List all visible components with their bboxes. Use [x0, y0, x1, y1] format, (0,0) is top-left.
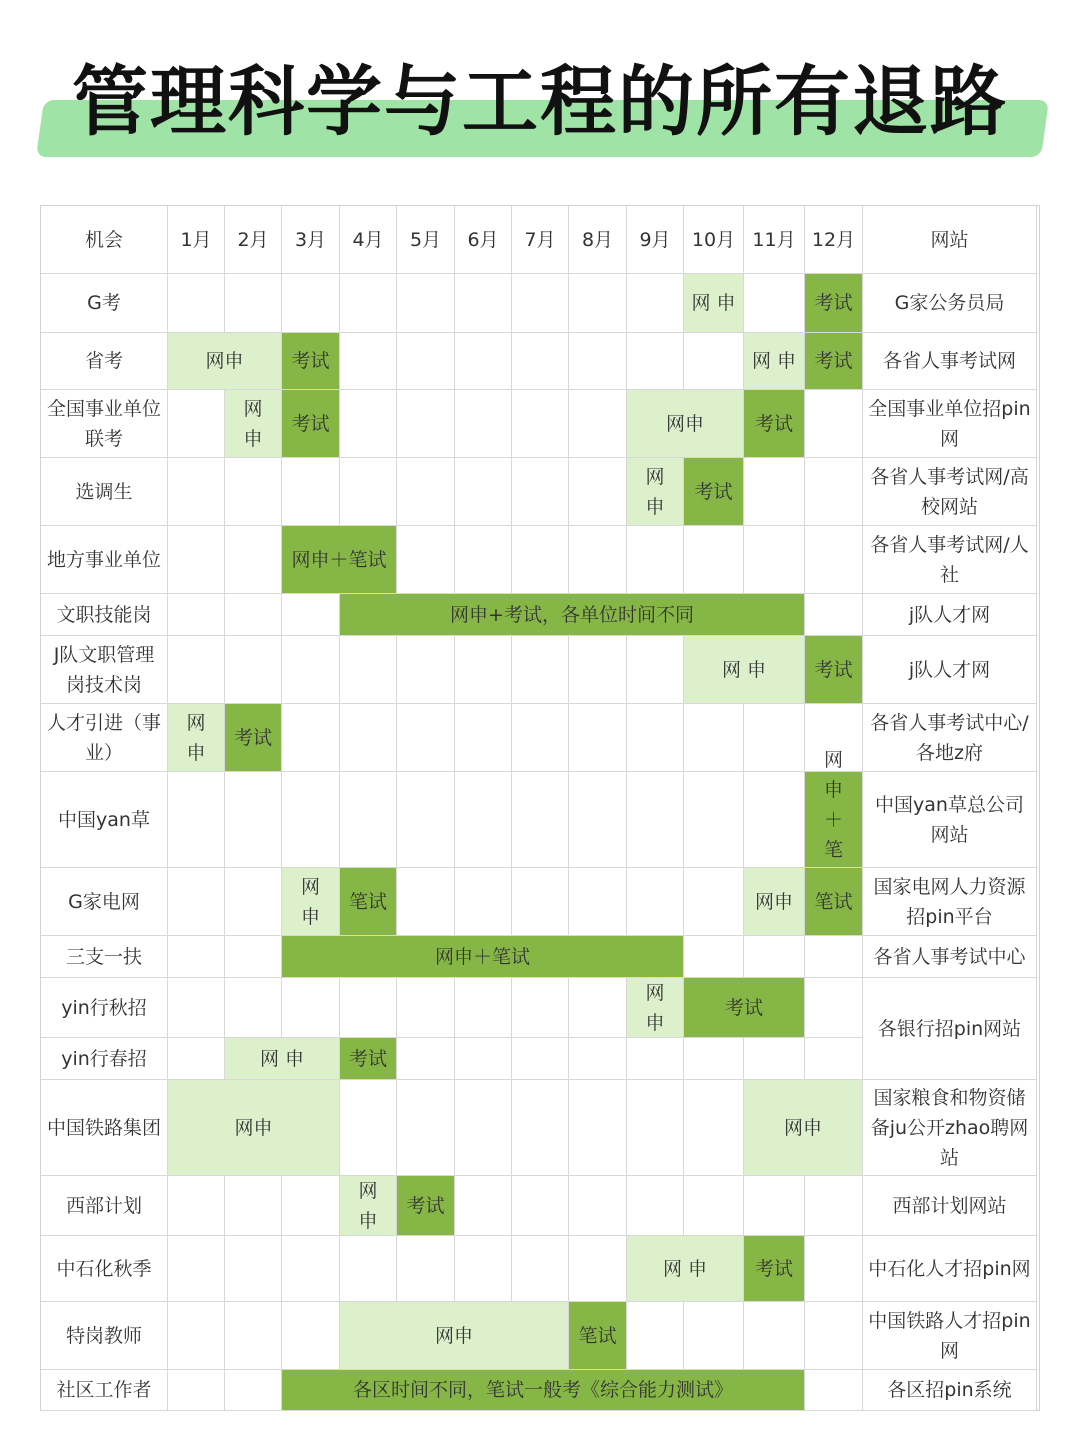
apply-span: 网申	[168, 704, 225, 772]
row-website: j队人才网	[863, 636, 1037, 704]
empty-cell	[569, 1176, 627, 1236]
empty-cell	[569, 978, 627, 1038]
empty-cell	[455, 1038, 512, 1080]
exam-span: 考试	[282, 333, 340, 390]
empty-cell	[225, 936, 282, 978]
empty-cell	[512, 333, 569, 390]
header-month: 5月	[397, 206, 455, 274]
empty-cell	[805, 458, 863, 526]
empty-cell	[569, 772, 627, 868]
empty-cell	[744, 1302, 805, 1370]
empty-cell	[744, 1176, 805, 1236]
empty-cell	[455, 333, 512, 390]
empty-cell	[340, 1236, 397, 1302]
empty-cell	[397, 274, 455, 333]
row-name: 中石化秋季	[41, 1236, 168, 1302]
header-website: 网站	[863, 206, 1037, 274]
empty-cell	[569, 704, 627, 772]
empty-cell	[168, 1038, 225, 1080]
empty-cell	[569, 390, 627, 458]
row-name: 社区工作者	[41, 1370, 168, 1411]
empty-cell	[168, 1176, 225, 1236]
empty-cell	[512, 636, 569, 704]
page-title: 管理科学与工程的所有退路	[72, 57, 1008, 146]
exam-span: 笔试	[569, 1302, 627, 1370]
empty-cell	[168, 978, 225, 1038]
row-website: 各省人事考试中心/各地z府	[863, 704, 1037, 772]
empty-cell	[168, 458, 225, 526]
exam-span: 网申＋笔	[805, 772, 863, 868]
empty-cell	[282, 636, 340, 704]
empty-cell	[512, 274, 569, 333]
row-website: G家公务员局	[863, 274, 1037, 333]
header-month: 6月	[455, 206, 512, 274]
empty-cell	[340, 772, 397, 868]
row-name: 人才引进（事业）	[41, 704, 168, 772]
empty-cell	[168, 390, 225, 458]
row-name: yin行春招	[41, 1038, 168, 1080]
header-month: 10月	[684, 206, 744, 274]
empty-cell	[569, 1080, 627, 1176]
empty-cell	[744, 772, 805, 868]
empty-cell	[397, 978, 455, 1038]
empty-cell	[627, 333, 684, 390]
empty-cell	[569, 868, 627, 936]
empty-cell	[282, 704, 340, 772]
exam-span: 考试	[805, 333, 863, 390]
header-month: 8月	[569, 206, 627, 274]
empty-cell	[512, 978, 569, 1038]
row-name: 西部计划	[41, 1176, 168, 1236]
empty-cell	[569, 1236, 627, 1302]
empty-cell	[627, 868, 684, 936]
empty-cell	[397, 333, 455, 390]
empty-cell	[225, 458, 282, 526]
exam-span: 网申+考试，各单位时间不同	[340, 594, 805, 636]
empty-cell	[455, 772, 512, 868]
row-name: 中国铁路集团	[41, 1080, 168, 1176]
empty-cell	[225, 594, 282, 636]
empty-cell	[512, 458, 569, 526]
empty-cell	[512, 390, 569, 458]
header-month: 7月	[512, 206, 569, 274]
empty-cell	[282, 1176, 340, 1236]
apply-span: 网申	[627, 458, 684, 526]
empty-cell	[455, 1236, 512, 1302]
empty-cell	[225, 636, 282, 704]
empty-cell	[512, 526, 569, 594]
empty-cell	[455, 978, 512, 1038]
empty-cell	[225, 1302, 282, 1370]
exam-span: 各区时间不同，笔试一般考《综合能力测试》	[282, 1370, 805, 1411]
empty-cell	[805, 526, 863, 594]
empty-cell	[627, 636, 684, 704]
apply-span: 网申	[627, 390, 744, 458]
empty-cell	[569, 526, 627, 594]
empty-cell	[805, 936, 863, 978]
empty-cell	[684, 1038, 744, 1080]
apply-span: 网申	[744, 868, 805, 936]
empty-cell	[684, 772, 744, 868]
empty-cell	[397, 636, 455, 704]
exam-span: 考试	[805, 636, 863, 704]
empty-cell	[225, 274, 282, 333]
apply-span: 网申	[340, 1302, 569, 1370]
row-name: yin行秋招	[41, 978, 168, 1038]
empty-cell	[744, 274, 805, 333]
empty-cell	[225, 868, 282, 936]
header-month: 3月	[282, 206, 340, 274]
row-name: 文职技能岗	[41, 594, 168, 636]
exam-span: 网申＋笔试	[282, 526, 397, 594]
apply-span: 网 申	[225, 1038, 340, 1080]
empty-cell	[282, 978, 340, 1038]
empty-cell	[225, 1236, 282, 1302]
empty-cell	[455, 636, 512, 704]
empty-cell	[225, 526, 282, 594]
empty-cell	[168, 526, 225, 594]
empty-cell	[168, 1302, 225, 1370]
empty-cell	[397, 1236, 455, 1302]
empty-cell	[397, 526, 455, 594]
row-website: 全国事业单位招pin网	[863, 390, 1037, 458]
row-name: 全国事业单位联考	[41, 390, 168, 458]
empty-cell	[340, 274, 397, 333]
row-website: 中国yan草总公司网站	[863, 772, 1037, 868]
apply-span: 网 申	[684, 274, 744, 333]
row-name: 省考	[41, 333, 168, 390]
empty-cell	[569, 1038, 627, 1080]
empty-cell	[340, 636, 397, 704]
empty-cell	[282, 458, 340, 526]
exam-span: 考试	[744, 390, 805, 458]
row-website: 各省人事考试中心	[863, 936, 1037, 978]
empty-cell	[455, 704, 512, 772]
empty-cell	[512, 868, 569, 936]
row-website: 国家电网人力资源招pin平台	[863, 868, 1037, 936]
apply-span: 网申	[627, 978, 684, 1038]
row-website: 各省人事考试网/高校网站	[863, 458, 1037, 526]
empty-cell	[225, 1176, 282, 1236]
empty-cell	[168, 1236, 225, 1302]
empty-cell	[627, 1080, 684, 1176]
row-website: 各银行招pin网站	[863, 978, 1037, 1080]
row-name: G家电网	[41, 868, 168, 936]
exam-span: 考试	[340, 1038, 397, 1080]
empty-cell	[627, 526, 684, 594]
empty-cell	[455, 274, 512, 333]
header-opportunity: 机会	[41, 206, 168, 274]
empty-cell	[805, 1302, 863, 1370]
empty-cell	[805, 1038, 863, 1080]
header-month: 12月	[805, 206, 863, 274]
empty-cell	[569, 636, 627, 704]
empty-cell	[627, 772, 684, 868]
empty-cell	[805, 978, 863, 1038]
row-website: j队人才网	[863, 594, 1037, 636]
empty-cell	[455, 458, 512, 526]
empty-cell	[805, 1370, 863, 1411]
empty-cell	[805, 1176, 863, 1236]
empty-cell	[340, 333, 397, 390]
empty-cell	[168, 936, 225, 978]
empty-cell	[627, 274, 684, 333]
row-name: J队文职管理岗技术岗	[41, 636, 168, 704]
row-website: 国家粮食和物资储备ju公开zhao聘网站	[863, 1080, 1037, 1176]
empty-cell	[569, 274, 627, 333]
empty-cell	[455, 526, 512, 594]
row-name: 三支一扶	[41, 936, 168, 978]
empty-cell	[397, 1038, 455, 1080]
empty-cell	[397, 704, 455, 772]
empty-cell	[512, 772, 569, 868]
empty-cell	[805, 1236, 863, 1302]
empty-cell	[282, 772, 340, 868]
empty-cell	[684, 936, 744, 978]
row-name: G考	[41, 274, 168, 333]
empty-cell	[168, 772, 225, 868]
empty-cell	[744, 1038, 805, 1080]
empty-cell	[340, 390, 397, 458]
apply-span: 网 申	[684, 636, 805, 704]
empty-cell	[455, 868, 512, 936]
empty-cell	[512, 1080, 569, 1176]
empty-cell	[569, 458, 627, 526]
empty-cell	[744, 458, 805, 526]
exam-span: 考试	[225, 704, 282, 772]
empty-cell	[684, 526, 744, 594]
empty-cell	[397, 458, 455, 526]
header-month: 11月	[744, 206, 805, 274]
row-name: 地方事业单位	[41, 526, 168, 594]
empty-cell	[684, 1080, 744, 1176]
empty-cell	[684, 868, 744, 936]
empty-cell	[627, 1302, 684, 1370]
empty-cell	[744, 936, 805, 978]
empty-cell	[627, 1176, 684, 1236]
header-month: 4月	[340, 206, 397, 274]
row-website: 西部计划网站	[863, 1176, 1037, 1236]
apply-span: 网 申	[744, 333, 805, 390]
empty-cell	[168, 868, 225, 936]
empty-cell	[684, 333, 744, 390]
empty-cell	[512, 1236, 569, 1302]
empty-cell	[684, 1302, 744, 1370]
exam-span: 考试	[397, 1176, 455, 1236]
schedule-table	[40, 205, 1040, 1411]
empty-cell	[455, 1080, 512, 1176]
empty-cell	[512, 704, 569, 772]
exam-span: 考试	[684, 978, 805, 1038]
empty-cell	[744, 704, 805, 772]
empty-cell	[282, 1302, 340, 1370]
apply-span: 网申	[168, 1080, 340, 1176]
empty-cell	[340, 704, 397, 772]
exam-span: 考试	[805, 274, 863, 333]
apply-span: 网申	[225, 390, 282, 458]
header-month: 9月	[627, 206, 684, 274]
empty-cell	[168, 636, 225, 704]
empty-cell	[168, 1370, 225, 1411]
apply-span: 网申	[168, 333, 282, 390]
empty-cell	[397, 1080, 455, 1176]
row-name: 选调生	[41, 458, 168, 526]
empty-cell	[512, 1176, 569, 1236]
row-website: 中石化人才招pin网	[863, 1236, 1037, 1302]
empty-cell	[225, 978, 282, 1038]
empty-cell	[455, 390, 512, 458]
empty-cell	[805, 390, 863, 458]
empty-cell	[569, 333, 627, 390]
exam-span: 考试	[282, 390, 340, 458]
row-name: 特岗教师	[41, 1302, 168, 1370]
empty-cell	[512, 1038, 569, 1080]
empty-cell	[282, 274, 340, 333]
apply-span: 网申	[340, 1176, 397, 1236]
apply-span: 网 申	[627, 1236, 744, 1302]
row-website: 各省人事考试网	[863, 333, 1037, 390]
empty-cell	[397, 772, 455, 868]
row-website: 各区招pin系统	[863, 1370, 1037, 1411]
header-month: 1月	[168, 206, 225, 274]
empty-cell	[340, 1080, 397, 1176]
empty-cell	[168, 274, 225, 333]
empty-cell	[397, 390, 455, 458]
exam-span: 笔试	[340, 868, 397, 936]
empty-cell	[168, 594, 225, 636]
empty-cell	[684, 704, 744, 772]
empty-cell	[744, 526, 805, 594]
empty-cell	[282, 1236, 340, 1302]
exam-span: 笔试	[805, 868, 863, 936]
empty-cell	[455, 1176, 512, 1236]
empty-cell	[627, 1038, 684, 1080]
empty-cell	[225, 772, 282, 868]
exam-span: 考试	[744, 1236, 805, 1302]
row-website: 中国铁路人才招pin网	[863, 1302, 1037, 1370]
empty-cell	[397, 868, 455, 936]
empty-cell	[627, 704, 684, 772]
empty-cell	[225, 1370, 282, 1411]
empty-cell	[684, 1176, 744, 1236]
row-name: 中国yan草	[41, 772, 168, 868]
apply-span: 网申	[744, 1080, 863, 1176]
exam-span: 考试	[684, 458, 744, 526]
header-month: 2月	[225, 206, 282, 274]
empty-cell	[340, 978, 397, 1038]
empty-cell	[805, 594, 863, 636]
title-area	[0, 0, 1080, 190]
exam-span: 网申＋笔试	[282, 936, 684, 978]
empty-cell	[282, 594, 340, 636]
apply-span: 网申	[282, 868, 340, 936]
row-website: 各省人事考试网/人社	[863, 526, 1037, 594]
empty-cell	[340, 458, 397, 526]
